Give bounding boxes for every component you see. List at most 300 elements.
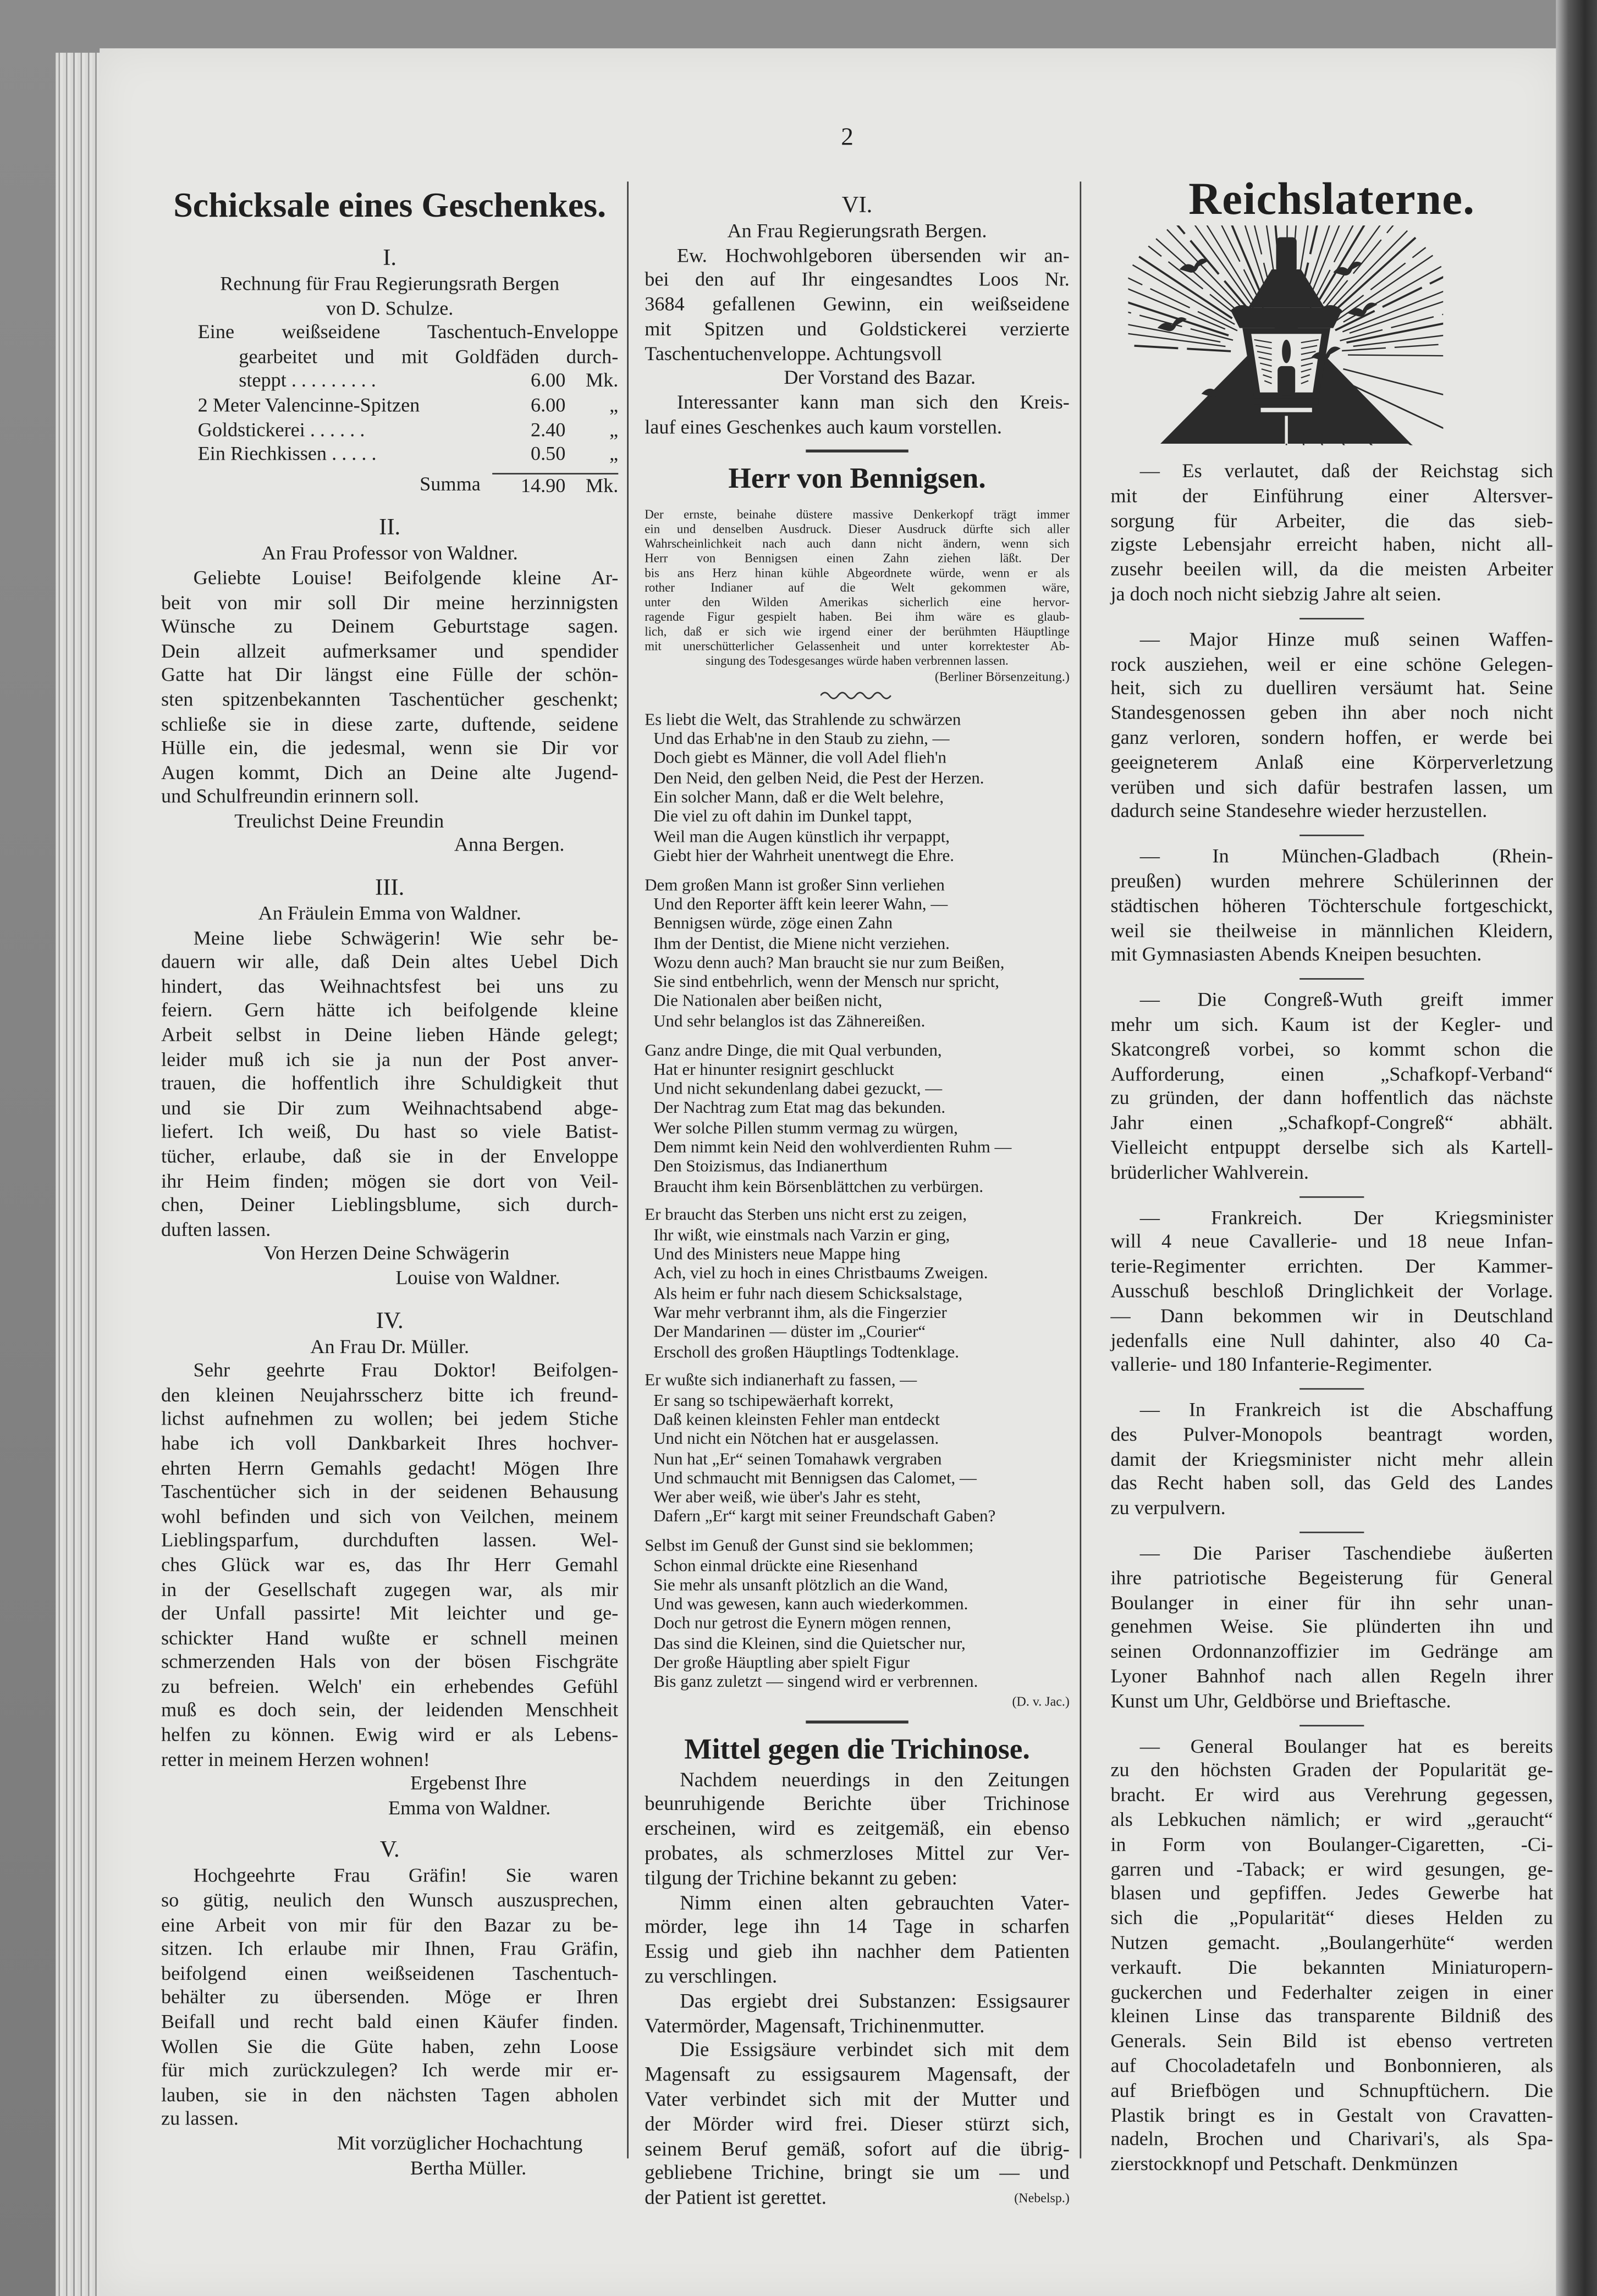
text-line: lauben, sie in den nächsten Tagen abholen — [161, 2083, 619, 2106]
text-line: Der Nachtrag zum Etat mag das bekunden. — [653, 1099, 946, 1118]
paragraph — [645, 1891, 1070, 1990]
text-line: preußen) wurden mehrere Schülerinnen der — [1110, 869, 1554, 892]
text-line: beit von mir soll Dir meine herzinnigsten — [161, 590, 619, 613]
divider-rule — [645, 1710, 1070, 1730]
poem-stanza — [645, 710, 1070, 865]
text-line: wohl befinden und sich von Veilchen, meinem — [161, 1505, 619, 1527]
signature: Mit vorzüglicher Hochachtung — [337, 2132, 583, 2154]
paragraph — [1110, 845, 1553, 968]
text-line: Sehr geehrte Frau Doktor! Beifolgen- — [193, 1359, 619, 1381]
address-line — [161, 272, 618, 321]
section-numeral: V. — [379, 1838, 400, 1863]
text-line: zu lassen. — [161, 2107, 239, 2130]
divider-rule — [1110, 608, 1553, 628]
light-ray — [1348, 355, 1443, 356]
text-line: Erscholl des großen Häuptlings Todtenklage. — [653, 1342, 959, 1361]
text-line: Und nicht ein Nötchen hat er ausgelassen. — [653, 1429, 939, 1449]
text-line: seinem Beruf gemäß, sofort auf die übrig- — [645, 2137, 1070, 2160]
text-line: Boulanger in einer für ihn sehr unan- — [1110, 1591, 1554, 1614]
text-line: hindert, das Weihnachtsfest bei uns zu — [161, 975, 619, 997]
invoice-item-price: 0.50 — [530, 442, 566, 465]
text-line: gebliebene Trichine, bringt sie um — und — [645, 2161, 1070, 2184]
section-numeral: IV. — [376, 1308, 404, 1334]
page-number: 2 — [841, 123, 853, 151]
text-line: zierstockknopf und Petschaft. Denkmünzen — [1110, 2152, 1458, 2175]
text-line: Meine liebe Schwägerin! Wie sehr be- — [193, 926, 619, 948]
text-line: ihre patriotische Begeisterung für General — [1110, 1566, 1554, 1589]
paragraph — [645, 1768, 1070, 1891]
light-ray — [1128, 330, 1225, 346]
column-bennigsen-trichinose — [645, 176, 1070, 2211]
text-line: dadurch seine Standesehre wieder herzustellen. — [1110, 800, 1488, 823]
light-ray — [1342, 343, 1443, 351]
signature: Von Herzen Deine Schwägerin — [263, 1242, 510, 1265]
text-line: Magensaft zu essigsaurem Magensaft, der — [645, 2063, 1070, 2085]
section-title: Herr von Bennigsen. — [728, 463, 986, 496]
text-line: Lieblingsparfum, durchduften lassen. Wel- — [161, 1529, 619, 1552]
text-line: War mehr verbrannt ihm, als die Fingerzier — [653, 1303, 947, 1322]
text-line: mit der Einführung einer Altersver- — [1110, 484, 1554, 506]
source-credit: (D. v. Jac.) — [1012, 1693, 1070, 1708]
text-line: rother Indianer auf die Welt gekommen wäre, — [645, 580, 1070, 595]
text-line: Wünsche zu Deinem Geburtstage sagen. — [161, 615, 619, 637]
text-line: An Frau Regierungsrath Bergen. — [727, 219, 987, 242]
text-line: Ew. Hochwohlgeboren übersenden wir an- — [676, 244, 1070, 266]
text-line: den kleinen Neujahrsscherz bitte ich freund- — [161, 1383, 619, 1406]
text-line: brüderlicher Wahlverein. — [1110, 1161, 1309, 1183]
text-line: ehrten Herrn Gemahls gedacht! Mögen Ihre — [161, 1456, 619, 1478]
text-line: Taschentuchenveloppe. Achtungsvoll — [645, 341, 942, 364]
text-line: An Fräulein Emma von Waldner. — [258, 902, 521, 924]
text-line: unter den Wilden Amerikas sicherlich eine hervor- — [645, 595, 1070, 610]
candle — [1277, 366, 1295, 395]
text-line: zigste Lebensjahr erreicht haben, nicht all- — [1110, 533, 1554, 556]
text-line: Giebt hier der Wahrheit unentwegt die Ehre. — [653, 846, 954, 865]
bird-icon — [1180, 259, 1209, 273]
text-line: sten spitzenbekannten Taschentücher geschenkt; — [161, 688, 619, 710]
text-line: nadeln, Brochen und Charivari's, als Spa- — [1110, 2128, 1554, 2150]
column-reichslaterne — [1110, 173, 1553, 2177]
text-line: habe ich voll Dankbarkeit Ihres hochver- — [161, 1432, 619, 1454]
source-credit: (Nebelsp.) — [1014, 2190, 1070, 2206]
text-line: tücher, erlaube, daß sie in der Enveloppe — [161, 1145, 619, 1167]
section-numeral: II. — [379, 516, 401, 541]
text-line: Ganz andre Dinge, die mit Qual verbunden, — [645, 1040, 942, 1060]
text-line: erscheinen, wird es zeitgemäß, ein ebenso — [645, 1817, 1070, 1840]
invoice-item-label: steppt . . . . . . . . . — [239, 369, 376, 392]
text-line: beunruhigende Berichte über Trichinose — [645, 1792, 1070, 1815]
text-line: Und den Reporter äfft kein leerer Wahn, — — [653, 895, 948, 914]
text-line: — In Frankreich ist die Abschaffung — [1139, 1398, 1554, 1421]
text-line: Arbeit selbst in Deine lieben Hände gelegt; — [161, 1023, 619, 1046]
text-line: Er sang so tschipewäerhaft korrekt, — [653, 1390, 894, 1410]
text-line: Die Essigsäure verbindet sich mit dem — [680, 2039, 1070, 2061]
signature: Bertha Müller. — [410, 2156, 527, 2178]
signature: Der Vorstand des Bazar. — [784, 366, 976, 389]
paragraph — [645, 391, 1070, 440]
text-line: mehr um sich. Kaum ist der Kegler- und — [1110, 1013, 1554, 1035]
text-line: tilgung der Trichine bekannt zu geben: — [645, 1867, 957, 1889]
text-line: Und das Erhab'ne in den Staub zu ziehn, — — [653, 729, 950, 749]
text-line: Doch giebt es Männer, die voll Adel flieh'n — [653, 749, 946, 768]
paragraph — [1110, 1206, 1553, 1378]
text-line: Interessanter kann man sich den Kreis- — [676, 390, 1070, 413]
paragraph — [161, 1865, 618, 2132]
paragraph — [1110, 989, 1553, 1185]
divider-rule — [1110, 1714, 1553, 1735]
poem-stanza — [645, 1040, 1070, 1196]
text-line: retter in meinem Herzen wohnen! — [161, 1748, 430, 1770]
section-numeral: I. — [383, 246, 397, 271]
text-line: schließe sie in diese zarte, duftende, seidene — [161, 712, 619, 735]
invoice-total-price: 14.90 — [520, 474, 566, 496]
text-line: — Die Pariser Taschendiebe äußerten — [1139, 1542, 1554, 1564]
text-line: Vatermörder, Magensaft, Trichinenmutter. — [645, 2014, 985, 2036]
text-line: An Frau Dr. Müller. — [310, 1334, 470, 1357]
text-line: Plastik bringt es in Gestalt von Cravatten- — [1110, 2104, 1554, 2126]
invoice-item-unit: „ — [609, 394, 619, 416]
poem-stanza — [645, 1206, 1070, 1361]
signature: Emma von Waldner. — [388, 1796, 551, 1819]
text-line: vallerie- und 180 Infanterie-Regimenter. — [1110, 1353, 1433, 1376]
text-line: so gütig, neulich den Wunsch auszusprechen, — [161, 1889, 619, 1911]
address-line — [161, 1335, 618, 1359]
text-line: ihr Heim finden; mögen sie dort von Veil- — [161, 1169, 619, 1191]
signature: Ergebenst Ihre — [410, 1772, 527, 1795]
lantern-base-ring — [1260, 407, 1313, 413]
text-line: Wollen Sie die Güte haben, zehn Loose — [161, 2034, 619, 2057]
text-line: auf Briefbögen und Schnupftüchern. Die — [1110, 2079, 1554, 2101]
text-line: Die viel zu oft dahin im Dunkel tappt, — [653, 807, 912, 826]
text-line: verüben und sich dafür bestrafen lassen, um — [1110, 775, 1554, 798]
text-line: sorgung für Arbeiter, die das sieb- — [1110, 509, 1554, 531]
text-line: terie-Regimenter errichten. Der Kammer- — [1110, 1255, 1554, 1277]
text-line: und Schulfreundin erinnern soll. — [161, 785, 419, 808]
paragraph — [161, 1359, 618, 1772]
page-stack-edges — [56, 53, 106, 2296]
text-line: Ihr wißt, wie einstmals nach Varzin er ging, — [653, 1225, 950, 1245]
text-line: behälter zu übersenden. Möge er Ihren — [161, 1986, 619, 2008]
text-line: Nun hat „Er“ seinen Tomahawk vergraben — [653, 1449, 942, 1468]
invoice-item-label: Ein Riechkissen . . . . . — [197, 442, 377, 465]
text-line: singung des Todesgesanges würde haben verbrennen lassen. — [706, 653, 1009, 669]
text-line: Nimm einen alten gebrauchten Vater- — [680, 1891, 1070, 1913]
text-line: — Frankreich. Der Kriegsminister — [1139, 1206, 1554, 1228]
text-line: Dem großen Mann ist großer Sinn verliehen — [645, 875, 945, 895]
text-line: der Mörder wird frei. Dieser stürzt sich, — [645, 2112, 1070, 2135]
text-line: als Lebkuchen nämlich; er wird „geraucht“ — [1110, 1808, 1554, 1831]
poem-stanza — [645, 1371, 1070, 1527]
text-line: 3684 gefallenen Gewinn, ein weißseidene — [645, 292, 1070, 315]
invoice-item-price: 6.00 — [530, 369, 566, 392]
text-line: eine Arbeit von mir für den Bazar zu be- — [161, 1913, 619, 1935]
text-line: Es liebt die Welt, das Strahlende zu schwärzen — [645, 710, 961, 729]
text-line: bei den auf Ihr eingesandtes Loos Nr. — [645, 268, 1070, 291]
paragraph — [645, 244, 1070, 366]
text-line: ein und denselben Ausdruck. Dieser Ausdruck dürfte sich aller — [645, 522, 1070, 537]
divider-rule — [1110, 825, 1553, 845]
paragraph — [1110, 1542, 1553, 1714]
text-line: Der Mandarinen — düster im „Courier“ — [653, 1322, 926, 1342]
text-line: Den Stoizismus, das Indianerthum — [653, 1157, 888, 1177]
poem-stanza — [645, 1536, 1070, 1692]
text-line: Weil man die Augen künstlich ihr verpappt, — [653, 826, 950, 846]
paragraph — [1110, 628, 1553, 825]
invoice-item-unit: „ — [609, 442, 619, 465]
text-line: bracht. Er wird aus Verehrung gegessen, — [1110, 1784, 1554, 1806]
text-line: zu den höchsten Graden der Popularität ge- — [1110, 1759, 1554, 1781]
address-line — [161, 542, 618, 566]
text-line: Kunst um Uhr, Geldbörse und Brieftasche. — [1110, 1690, 1451, 1712]
text-line: feiern. Gern hätte ich beifolgende kleine — [161, 999, 619, 1022]
text-line: Jahr einen „Schafkopf-Congreß“ abhält. — [1110, 1111, 1554, 1134]
text-line: Und was gewesen, kann auch wiederkommen. — [653, 1594, 968, 1614]
address-line — [161, 902, 618, 926]
text-line: genehmen Weise. Sie plünderten ihn und — [1110, 1615, 1554, 1638]
text-line: mit unerschütterlicher Gelassenheit und unter korrektester Ab- — [645, 639, 1070, 654]
text-line: Bennigsen würde, zöge einen Zahn — [653, 914, 893, 934]
paragraph — [1110, 1735, 1553, 2177]
signature: Anna Bergen. — [454, 834, 565, 856]
text-line: Braucht ihm kein Börsenblättchen zu verbürgen. — [653, 1177, 984, 1196]
text-line: Eine weißseidene Taschentuch-Enveloppe — [197, 321, 619, 343]
text-line: Ach, viel zu hoch in eines Christbaums Zweigen. — [653, 1264, 988, 1283]
text-line: mit Gymnasiasten Abends Kneipen besuchten. — [1110, 943, 1482, 966]
text-line: Gatte hat Dir längst eine Fülle der schön- — [161, 664, 619, 686]
invoice-total-label: Summa — [420, 472, 481, 495]
signature: Louise von Waldner. — [395, 1266, 560, 1289]
text-line: Und schmaucht mit Bennigsen das Calomet, — — [653, 1468, 977, 1488]
text-line: — General Boulanger hat es bereits — [1139, 1735, 1554, 1757]
invoice-item-price: 6.00 — [530, 394, 566, 416]
divider-rule — [1110, 1185, 1553, 1206]
text-line: Aufforderung, einen „Schafkopf-Verband“ — [1110, 1062, 1554, 1085]
text-line: Vater verbindet sich mit der Mutter und — [645, 2088, 1070, 2110]
text-line: lichst aufnehmen zu wollen; bei jedem Stiche — [161, 1408, 619, 1430]
divider-rule — [1110, 1378, 1553, 1398]
text-line: helfen zu können. Ewig wird er als Lebens- — [161, 1723, 619, 1746]
text-line: schickter Hand wußte er schnell meinen — [161, 1626, 619, 1649]
text-line: das Recht haben soll, das Geld des Landes — [1110, 1472, 1554, 1494]
text-line: zu verschlingen. — [645, 1965, 778, 1987]
text-line: Er wußte sich indianerhaft zu fassen, — — [645, 1371, 917, 1390]
text-line: Das ergiebt drei Substanzen: Essigsaurer — [680, 1989, 1070, 2012]
text-line: Ein solcher Mann, daß er die Welt belehre, — [653, 787, 944, 807]
text-line: schmerzenden Hals von der bösen Fischgräte — [161, 1651, 619, 1673]
text-line: Wozu denn auch? Man braucht sie nur zum Beißen, — [653, 953, 1005, 973]
invoice-item-unit: Mk. — [585, 369, 619, 392]
text-line: liefert. Ich weiß, Du hast so viele Batist- — [161, 1121, 619, 1143]
text-line: zu befreien. Welch' ein erhebendes Gefühl — [161, 1675, 619, 1697]
poem-stanza — [645, 875, 1070, 1031]
section-title: Schicksale eines Geschenkes. — [173, 187, 607, 226]
text-line: Nachdem neuerdings in den Zeitungen — [680, 1768, 1070, 1791]
text-line: in der Gesellschaft zugegen war, als mir — [161, 1577, 619, 1600]
text-line: Als heim er fuhr nach diesem Schicksalstage, — [653, 1283, 963, 1303]
section-title: Reichslaterne. — [1188, 173, 1475, 224]
text-line: mörder, lege ihn 14 Tage in scharfen — [645, 1916, 1070, 1938]
text-line: Die Nationalen aber beißen nicht, — [653, 992, 883, 1011]
text-line: — Dann bekommen wir in Deutschland — [1110, 1304, 1554, 1327]
text-line: Lyoner Bahnhof nach allen Regeln ihrer — [1110, 1665, 1554, 1687]
text-line: ches Glück war es, das Ihr Herr Gemahl — [161, 1553, 619, 1576]
light-ray — [1320, 225, 1396, 314]
text-line: will 4 neue Cavallerie- und 18 neue Infan- — [1110, 1230, 1554, 1252]
text-line: Ihm der Dentist, die Miene nicht verziehen. — [653, 934, 950, 953]
text-line: Bis ganz zuletzt — singend wird er verbrennen. — [653, 1673, 978, 1692]
light-ray — [1335, 275, 1443, 330]
text-line: von D. Schulze. — [326, 296, 454, 319]
text-line: dauern wir alle, daß Dein altes Uebel Dich — [161, 951, 619, 973]
text-line: gearbeitet und mit Goldfäden durch- — [239, 345, 619, 367]
text-line: Und des Ministers neue Mappe hing — [653, 1244, 900, 1264]
text-line: Der große Häuptling aber spielt Figur — [653, 1653, 910, 1673]
column-divider — [1080, 181, 1082, 2158]
text-line: — Major Hinze muß seinen Waffen- — [1139, 627, 1554, 650]
lantern-cap — [1276, 237, 1297, 272]
text-line: Herr von Bennigsen einen Zahn ziehen läßt. Der — [645, 551, 1070, 566]
text-line: Skatcongreß vorbei, so kommt schon die — [1110, 1037, 1554, 1060]
text-line: städtischen höheren Töchterschule fortgeschickt, — [1110, 894, 1554, 917]
text-line: Vielleicht entpuppt derselbe sich als Kartell- — [1110, 1136, 1554, 1158]
text-line: probates, als schmerzloses Mittel zur Ver- — [645, 1842, 1070, 1864]
text-line: geeigneterem Anlaß eine Körperverletzung — [1110, 750, 1554, 773]
text-line: Und sehr belanglos ist das Zähnereißen. — [653, 1011, 926, 1031]
bird-icon — [1348, 302, 1377, 316]
section-numeral: III. — [375, 875, 405, 901]
divider-rule — [645, 440, 1070, 460]
text-line: blasen und gepfiffen. Jedes Gewerbe hat — [1110, 1882, 1554, 1905]
invoice-row — [161, 394, 618, 418]
text-line: Schon einmal drückte eine Riesenhand — [653, 1555, 918, 1575]
text-line: garren und -Taback; er wird gesungen, ge- — [1110, 1857, 1554, 1880]
invoice-item-unit: „ — [609, 418, 619, 440]
quoted-excerpt — [645, 507, 1070, 668]
text-line: Rechnung für Frau Regierungsrath Bergen — [220, 272, 560, 295]
text-line: mit Spitzen und Goldstickerei verzierte — [645, 317, 1070, 340]
text-line: beifolgend einen weißseidenen Taschentuch- — [161, 1962, 619, 1984]
text-line: und sie Dir zum Weihnachtsabend abge- — [161, 1096, 619, 1119]
flame-icon — [1282, 340, 1291, 363]
text-line: Hülle ein, die jedesmal, wenn sie Dir vor — [161, 736, 619, 759]
text-line: Essig und gieb ihn nachher dem Patienten — [645, 1940, 1070, 1963]
text-line: Den Neid, den gelben Neid, die Pest der Herzen. — [653, 768, 984, 788]
text-line: verkauft. Die bekannten Miniaturopern- — [1110, 1956, 1554, 1978]
text-line: duften lassen. — [161, 1218, 271, 1240]
text-line: seinen Ordonnanzoffizier im Gedränge am — [1110, 1640, 1554, 1663]
text-line: Beifall und recht bald einen Käufer finden. — [161, 2010, 619, 2033]
text-line: — Die Congreß-Wuth greift immer — [1139, 989, 1554, 1011]
lantern-base — [1254, 398, 1319, 404]
text-line: Hochgeehrte Frau Gräfin! Sie waren — [193, 1864, 619, 1887]
paragraph — [161, 567, 618, 810]
text-line: zusehr beeilen will, da die meisten Arbeiter — [1110, 558, 1554, 581]
light-ray — [1198, 225, 1254, 301]
text-line: Daß keinen kleinsten Fehler man entdeckt — [653, 1410, 940, 1430]
text-line: Nutzen gemacht. „Boulangerhüte“ werden — [1110, 1931, 1554, 1953]
column-schicksale-eines-geschenkes — [161, 185, 618, 2181]
invoice-item-price: 2.40 — [530, 418, 566, 440]
lantern-icon — [1128, 225, 1443, 445]
paragraph — [645, 2039, 1070, 2211]
text-line: sich die „Popularität“ dieses Helden zu — [1110, 1907, 1554, 1929]
text-line: kleinen Linse das transparente Bildniß des — [1110, 2005, 1554, 2028]
text-line: Das sind die Kleinen, sind die Quietscher nur, — [653, 1633, 966, 1653]
invoice-total-amount — [492, 473, 618, 499]
text-line: Doch nur getrost die Eynern mögen rennen, — [653, 1614, 951, 1633]
text-line: guckerchen und Federhalter zeigen in einer — [1110, 1980, 1554, 2003]
text-line: Ausschuß beschloß Dringlichkeit der Vorlage. — [1110, 1279, 1554, 1302]
text-line: weil sie theilweise in männlichen Kleidern, — [1110, 919, 1554, 941]
text-line: An Frau Professor von Waldner. — [261, 542, 518, 565]
text-line: trauen, die hoffentlich ihre Schuldigkeit thut — [161, 1072, 619, 1095]
text-line: Geliebte Louise! Beifolgende kleine Ar- — [193, 566, 619, 589]
text-line: chen, Deiner Lieblingsblume, sich durch- — [161, 1194, 619, 1216]
light-ray — [1310, 225, 1350, 297]
text-line: Standesgenossen geben ihn aber noch nicht — [1110, 702, 1554, 724]
invoice-item-label: 2 Meter Valencinne-Spitzen — [197, 394, 420, 416]
text-line: lauf eines Geschenkes auch kaum vorstellen. — [645, 415, 1002, 438]
text-line: Der ernste, beinahe düstere massive Denkerkopf trägt immer — [645, 507, 1070, 522]
paragraph — [1110, 460, 1553, 607]
source-credit: (Berliner Börsenzeitung.) — [934, 670, 1070, 685]
text-line: Selbst im Genuß der Gunst sind sie beklommen; — [645, 1536, 974, 1555]
invoice-row — [161, 443, 618, 467]
signature: Treulichst Deine Freundin — [234, 809, 444, 832]
light-ray — [1346, 319, 1443, 343]
text-line: des Pulver-Monopols beantragt worden, — [1110, 1423, 1554, 1445]
address-line — [645, 219, 1070, 244]
light-ray — [1316, 225, 1374, 306]
book-binding-shadow — [1556, 0, 1597, 2296]
divider-rule — [1110, 1521, 1553, 1542]
text-line: Sie sind entbehrlich, wenn der Mensch nur spricht, — [653, 972, 1000, 992]
invoice-table — [161, 369, 618, 467]
text-line: ganz verloren, sondern hoffen, er werde bei — [1110, 726, 1554, 748]
light-ray — [1148, 246, 1244, 322]
text-line: heit, sich zu duelliren versäumt hat. Seine — [1110, 677, 1554, 699]
paragraph — [645, 1990, 1070, 2039]
text-line: zu verpulvern. — [1110, 1497, 1226, 1519]
text-line: Und nicht sekundenlang dabei gezuckt, — — [653, 1079, 943, 1099]
text-line: — Es verlautet, daß der Reichstag sich — [1139, 460, 1554, 482]
text-line: ragende Figur gespielt haben. Bei ihm wäre es glaub- — [645, 609, 1070, 625]
text-line: der Unfall passirte! Mit leichter und ge- — [161, 1602, 619, 1624]
text-line: Augen kommt, Dich an Deine alte Jugend- — [161, 761, 619, 783]
text-line: in Form von Boulanger-Cigaretten, -Ci- — [1110, 1833, 1554, 1855]
text-line: lich, daß er sich wie irgend einer der berühmten Häuptlinge — [645, 624, 1070, 639]
section-numeral: VI. — [841, 193, 873, 218]
text-line: Dafern „Er“ kargt mit seiner Freundschaft Gaben? — [653, 1507, 996, 1527]
text-line: für mich zurückzulegen? Ich werde mir er- — [161, 2059, 619, 2082]
ornament-wave — [645, 686, 1070, 700]
text-line: der Patient ist gerettet. — [645, 2186, 827, 2209]
text-line: Sie mehr als unsanft plötzlich an die Wand, — [653, 1575, 948, 1594]
invoice-row — [161, 369, 618, 394]
text-line: muß es doch sein, der leidenden Menschheit — [161, 1699, 619, 1721]
text-line: rock ausziehen, weil er eine schöne Gelegen- — [1110, 652, 1554, 675]
text-line: Generals. Sein Bild ist ebenso vertreten — [1110, 2029, 1554, 2052]
section-title: Mittel gegen die Trichinose. — [684, 1733, 1030, 1765]
text-line: leider muß ich sie ja nun der Post anver- — [161, 1047, 619, 1070]
text-line: jedenfalls eine Null dahinter, also 40 Ca- — [1110, 1328, 1554, 1351]
invoice-total-unit: Mk. — [585, 474, 619, 496]
text-line: — In München-Gladbach (Rhein- — [1139, 845, 1554, 868]
text-line: Wer aber weiß, wie über's Jahr es steht, — [653, 1488, 921, 1507]
text-line: damit der Kriegsminister nicht mehr allein — [1110, 1448, 1554, 1470]
invoice-item-label: Goldstickerei . . . . . . — [197, 418, 365, 440]
divider-rule — [1110, 968, 1553, 989]
